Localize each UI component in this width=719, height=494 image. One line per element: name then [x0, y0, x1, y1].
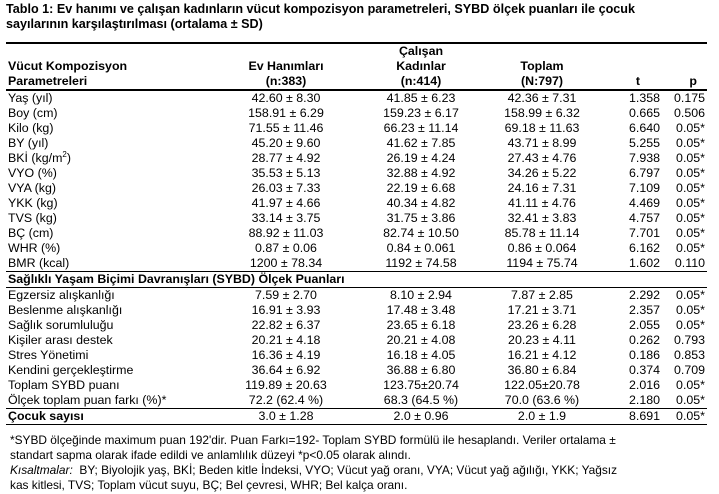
table-row: Yaş (yıl) 42.60 ± 8.30 41.85 ± 6.23 42.36 ± 7.31 1.358 0.175 [8, 91, 705, 105]
header-ev-name: Ev Hanımları [248, 59, 324, 73]
table-row: Toplam SYBD puanı 119.89 ± 20.63 123.75±20.74 122.05±20.78 2.016 0.05* [8, 378, 705, 392]
table-row: Beslenme alışkanlığı 16.91 ± 3.93 17.48 ± 3.48 17.21 ± 3.71 2.357 0.05* [8, 303, 705, 317]
table-row: Kişiler arası destek 20.21 ± 4.18 20.21 ± 4.08 20.23 ± 4.11 0.262 0.793 [8, 333, 705, 347]
header-calisan-line1: Çalışan [358, 43, 484, 59]
table-row: BMR (kcal) 1200 ± 78.34 1192 ± 74.58 1194 ± 75.74 1.602 0.110 [8, 256, 705, 270]
table-row: Ölçek toplam puan farkı (%)* 72.2 (62.4 %) 68.3 (64.5 %) 70.0 (63.6 %) 2.180 0.05* [8, 393, 705, 407]
table-row: Kendini gerçekleştirme 36.64 ± 6.92 36.88 ± 6.80 36.80 ± 6.84 0.374 0.709 [8, 363, 705, 377]
table-row: VYO (%) 35.53 ± 5.13 32.88 ± 4.92 34.26 ± 5.22 6.797 0.05* [8, 166, 705, 180]
table-row: VYA (kg) 26.03 ± 7.33 22.19 ± 6.68 24.16 ± 7.31 7.109 0.05* [8, 181, 705, 195]
caption-line-1: Tablo 1: Ev hanımı ve çalışan kadınların vücut kompozisyon parametreleri, SYBD ölçek puanları ile çocuk [6, 2, 635, 16]
header-row-bottom [6, 74, 707, 90]
header-toplam-name: Toplam [520, 59, 564, 73]
table-row-cocuk: Çocuk sayısı 3.0 ± 1.28 2.0 ± 0.96 2.0 ± 1.9 8.691 0.05* [8, 409, 705, 423]
abbreviations-line-1: Kısaltmalar: BY; Biyolojik yaş, BKİ; Beden kitle İndeksi, VYO; Vücut yağ oranı, VYA; Vücut yağ ağılığı, YKK; Yağsız [10, 463, 618, 477]
abbreviations-line-2: kas kitlesi, TVS; Toplam vücut suyu, BÇ; Bel çevresi, WHR; Bel kalça oranı. [10, 478, 408, 492]
header-t: t [600, 74, 662, 90]
header-calisan-line2: Kadınlar [396, 59, 446, 73]
table-row: Egzersiz alışkanlığı 7.59 ± 2.70 8.10 ± 2.94 7.87 ± 2.85 2.292 0.05* [8, 288, 705, 302]
table-row: BY (yıl) 45.20 ± 9.60 41.62 ± 7.85 43.71 ± 8.99 5.255 0.05* [8, 136, 705, 150]
table-row: TVS (kg) 33.14 ± 3.75 31.75 ± 3.86 32.41 ± 3.83 4.757 0.05* [8, 211, 705, 225]
table-row: Boy (cm) 158.91 ± 6.29 159.23 ± 6.17 158.99 ± 6.32 0.665 0.506 [8, 106, 705, 120]
header-row-top [6, 43, 707, 59]
header-param-line2: Parametreleri [6, 74, 214, 90]
caption-line-2: sayılarının karşılaştırılması (ortalama ± SD) [6, 17, 263, 31]
table-row: Stres Yönetimi 16.36 ± 4.19 16.18 ± 4.05 16.21 ± 4.12 0.186 0.853 [8, 348, 705, 362]
table-row: YKK (kg) 41.97 ± 4.66 40.34 ± 4.82 41.11 ± 4.76 4.469 0.05* [8, 196, 705, 210]
header-param-line1: Vücut Kompozisyon [8, 59, 128, 73]
table-row: BKİ $(kg/m^2)$ 28.77 ± 4.92 26.19 ± 4.24 27.43 ± 4.76 7.938 0.05* [8, 149, 705, 165]
section-row [6, 272, 707, 288]
abbreviations-label: Kısaltmalar: [10, 463, 73, 477]
table-row: BÇ (cm) 88.92 ± 11.03 82.74 ± 10.50 85.78 ± 11.14 7.701 0.05* [8, 226, 705, 240]
table-row: Sağlık sorumluluğu 22.82 ± 6.37 23.65 ± 6.18 23.26 ± 6.28 2.055 0.05* [8, 318, 705, 332]
section-title: Sağlıklı Yaşam Biçimi Davranışları (SYBD) Ölçek Puanları [6, 272, 707, 288]
header-calisan-n: (n:414) [358, 74, 484, 90]
header-ev-n: (n:383) [214, 74, 358, 90]
table-row: WHR (%) 0.87 ± 0.06 0.84 ± 0.061 0.86 ± 0.064 6.162 0.05* [8, 241, 705, 255]
footnote-line-1: *SYBD ölçeğinde maximum puan 192'dir. Puan Farkı=192- Toplam SYBD formülü ile hesaplandı. Veriler ortalama ± [10, 433, 616, 447]
footnote-line-2: standart sapma olarak ifade edildi ve anlamlılık düzeyi *p<0.05 olarak alındı. [10, 448, 411, 462]
table-caption [6, 2, 711, 32]
header-p: p [662, 74, 707, 90]
data-table [6, 42, 707, 425]
header-row-mid [6, 59, 707, 74]
header-toplam-n: (N:797) [484, 74, 600, 90]
footnote [10, 433, 710, 493]
table-row: Kilo (kg) 71.55 ± 11.46 66.23 ± 11.14 69.18 ± 11.63 6.640 0.05* [8, 121, 705, 135]
